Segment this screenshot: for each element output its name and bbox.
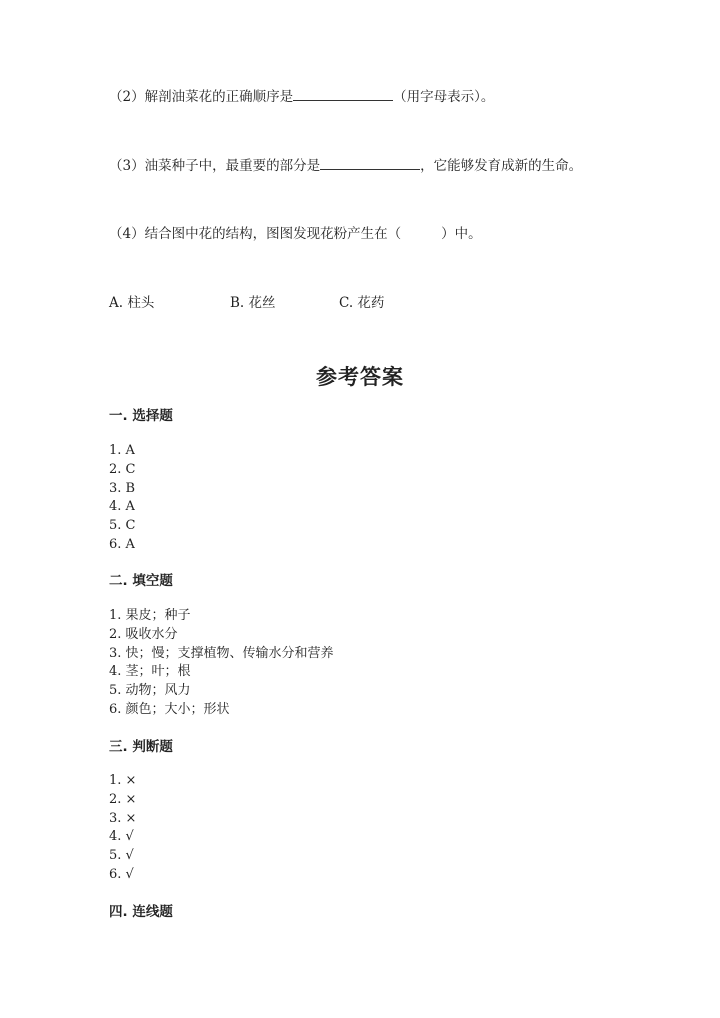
choice-b: B. 花丝 <box>230 295 276 311</box>
list-item: 6. √ <box>109 866 134 882</box>
question-2 <box>109 88 494 106</box>
choice-a: A. 柱头 <box>109 295 155 311</box>
list-item: 5. C <box>109 518 136 534</box>
question-4-suffix: ）中。 <box>441 226 482 242</box>
answer-list-fill <box>109 607 334 720</box>
question-2-suffix: （用字母表示）。 <box>393 89 495 105</box>
question-3 <box>109 157 582 175</box>
question-4-prefix: （4）结合图中花的结构，图图发现花粉产生在（ <box>109 226 402 242</box>
answer-blank <box>293 88 393 101</box>
question-4 <box>109 225 482 243</box>
answer-key-title: 参考答案 <box>316 365 404 389</box>
list-item: 4. √ <box>109 829 134 845</box>
question-3-prefix: （3）油菜种子中，最重要的部分是 <box>109 158 321 174</box>
list-item: 5. 动物；风力 <box>109 683 191 699</box>
list-item: 4. A <box>109 499 135 515</box>
list-item: 1. × <box>109 773 137 788</box>
answer-list-choice <box>109 442 135 555</box>
section-title-match: 四. 连线题 <box>109 904 173 920</box>
list-item: 2. 吸收水分 <box>109 626 178 642</box>
answer-blank <box>320 157 420 170</box>
list-item: 4. 茎；叶；根 <box>109 664 191 680</box>
list-item: 6. A <box>109 536 135 552</box>
section-title-choice: 一. 选择题 <box>109 408 173 424</box>
list-item: 6. 颜色；大小；形状 <box>109 701 230 717</box>
list-item: 2. × <box>109 791 137 807</box>
choice-c: C. 花药 <box>339 295 385 311</box>
question-2-prefix: （2）解剖油菜花的正确顺序是 <box>109 89 294 105</box>
section-title-fill: 二. 填空题 <box>109 573 173 589</box>
question-3-suffix: ，它能够发育成新的生命。 <box>420 158 583 174</box>
list-item: 3. B <box>109 480 136 496</box>
list-item: 1. A <box>109 443 135 458</box>
list-item: 5. √ <box>109 848 134 864</box>
list-item: 3. × <box>109 810 137 826</box>
answer-list-judge <box>109 772 136 885</box>
list-item: 2. C <box>109 461 136 477</box>
section-title-judge: 三. 判断题 <box>109 739 173 755</box>
list-item: 1. 果皮；种子 <box>109 608 191 623</box>
list-item: 3. 快；慢；支撑植物、传输水分和营养 <box>109 645 334 661</box>
